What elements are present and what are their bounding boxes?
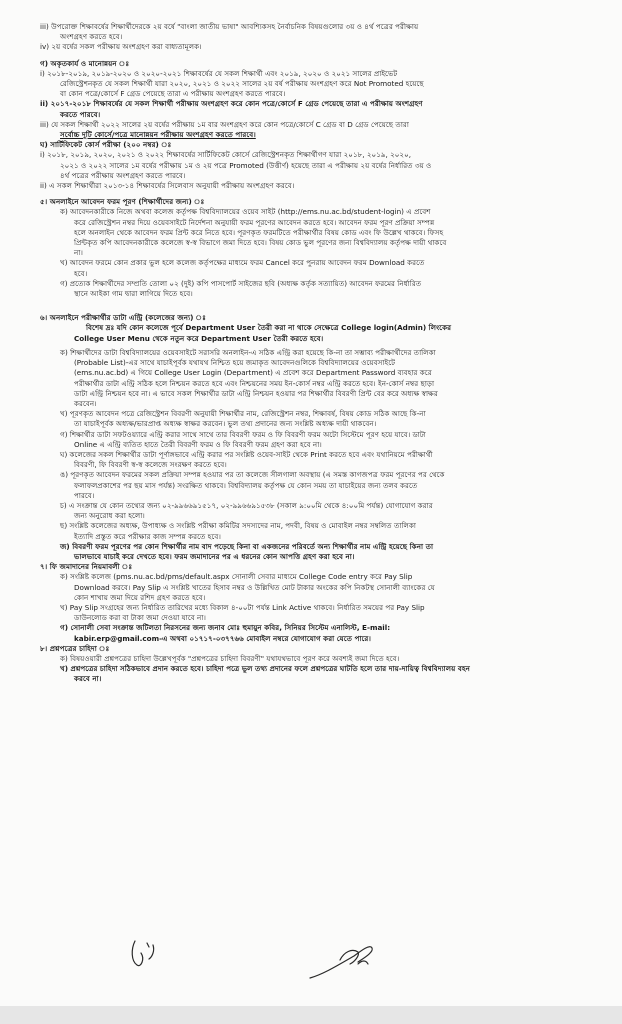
line-iii-bangla: iii) উপরোক্ত শিক্ষাবর্ষের শিক্ষার্থীদেরকে ২য় বর্ষে "বাংলা জাতীয় ভাষা" আবশ্যিকসহ নৈর্বাচনিক বিষয়গুলোর ৩য় ও ৪র্থ পত্রের পরীক্ষায় <box>40 22 419 31</box>
line-i: i) ২০১৮, ২০১৯, ২০২০, ২০২১ ও ২০২২ শিক্ষাবর্ষের সার্টিফিকেট কোর্সে রেজিস্ট্রেশনকৃত শিক্ষার্থীগণ যারা ২০১৮, ২০১৯, ২০২০, <box>40 150 412 160</box>
line-cont: (Probable List)-এর সাথে যাচাইপূর্বক যথাযথ নিশ্চিত হয়ে জমাকৃত আবেদনগুলিকে বিশ্ববিদ্যালয়ের ওয়েবসাইটে <box>74 358 396 368</box>
line-cont: পারবে। <box>74 490 95 500</box>
document-body <box>40 22 615 685</box>
line-iv: iv) ২য় বর্ষের সকল পরীক্ষায় অংশগ্রহণ করা বাধ্যতামূলক। <box>40 42 202 52</box>
line-cont: করবেন। <box>74 398 97 408</box>
line-iii: iii) যে সকল শিক্ষার্থী ২০২২ সালের ২য় বর্ষের পরীক্ষায় ১ম বার অংশগ্রহণ করে কোন পত্রে/কোর্সে C গ্রেড বা D গ্রেড পেয়েছে তারা <box>40 119 409 129</box>
line-gha: ঘ) কলেজের সকল শিক্ষার্থীর ডাটা পূর্ণাঙ্গভাবে এন্ট্রি করার পর সংশ্লিষ্ট ওয়েব-সাইট থেকে Print করতে হবে এবং যথানিয়মে পরীক্ষার্থী <box>60 449 433 459</box>
line-kha: খ) প্রশ্নপত্রের চাহিদা সঠিকভাবে প্রদান করতে হবে। চাহিদা পত্রে ভুল তথ্য প্রদানের ফলে প্রশ্নপত্রের ঘাটতি হলে তার দায়-দায়িত্ব বিশ্ববিদ্যালয় বহন <box>60 664 470 674</box>
line-cont: (ems.nu.ac.bd) এ গিয়ে College User Login (Department) এ প্রবেশ করে Department Password ব্যবহার করে <box>74 368 432 378</box>
line-cont: করতে পারবে। <box>60 109 101 119</box>
line-cont: ভালভাবে যাচাই করে দেখতে হবে। ফরম জমাদানের পর এ ধরনের কোন আপত্তি গ্রহণ করা হবে না। <box>74 551 355 561</box>
line-ga: গ) শিক্ষার্থীর ডাটা সফটওয়্যারে এন্ট্রি করার সাথে সাথে তার বিবরণী ফরম ও ফি বিবরণী ফরম অটো সিস্টেমে পূরণ হয়ে যাবে। ডাটা <box>60 429 426 439</box>
line-cont: ইত্যাদি প্রস্তুত করে পরীক্ষার কাজ সম্পন্ন করতে হবে। <box>74 531 221 541</box>
line-cont: ৪র্থ পত্রের পরীক্ষায় অংশগ্রহণ করতে পারবে। <box>60 170 186 180</box>
line-i: i) ২০১৮-২০১৯, ২০১৯-২০২০ ও ২০২০-২০২১ শিক্ষাবর্ষের যে সকল শিক্ষার্থী এবং ২০১৯, ২০২০ ও ২০২১ সালের প্রাইভেট <box>40 68 398 78</box>
line-cont: পরীক্ষার্থীর ডাটা এন্ট্রি সঠিক হলে নিশ্চয়ন করতে হবে এবং নিশ্চয়নের সময় ইন-কোর্স নম্বর এন্ট্রি করতে হবে। ইন-কোর্স নম্বর ছাড়া <box>74 378 435 388</box>
line-cont: বা কোন পত্রে/কোর্সে F গ্রেড পেয়েছে তারা এ পরীক্ষায় অংশগ্রহণ করতে পারবে। <box>60 89 286 99</box>
section-7-heading: ৭। ফি জমাদানের নিয়মাবলী ঃ <box>40 562 133 572</box>
line-ga: গ) সোনালী সেবা সংক্রান্ত জটিলতা নিরসনের জন্য জনাব মোঃ হুমায়ুন কবির, সিনিয়র সিস্টেম এনালিস্ট, E-mail: <box>60 623 391 633</box>
line-cha: চ) এ সংক্রান্ত যে কোন তথ্যের জন্য ০২-৯৯৬৬৯১৫১৭, ০২-৯৯৬৬৯১৫৩৮ (সকাল ৯:০০মি থেকে ৪:০০মি পর্যন্ত) যোগাযোগ করার <box>60 500 433 510</box>
section-5-heading: ৫। অনলাইনে আবেদন ফরম পূরণ (শিক্ষার্থীদের জন্য) ঃ <box>40 197 205 207</box>
section-g-heading: গ) অকৃতকার্য ও মানোন্নয়ন ঃ <box>40 58 130 68</box>
line-cont: হলে অনলাইন থেকে আবেদন ফরম প্রিন্ট করে নিতে হবে। পূরণকৃত ফরমটিতে পরীক্ষার্থীর বিষয় কোড এবং ফি উল্লেখ থাকবে। ফিসহ <box>74 227 444 237</box>
line-ii: ii) ২০১৭-২০১৮ শিক্ষাবর্ষের যে সকল শিক্ষার্থী পরীক্ষায় অংশগ্রহণ করে কোন পত্রে/কোর্সে F গ্রেড পেয়েছে তারা এ পরীক্ষায় অংশগ্রহণ <box>40 99 423 109</box>
line-kha: খ) Pay Slip সংগ্রহের জন্য নির্ধারিত তারিখের মধ্যে বিকাল ৪-০০টা পর্যন্ত Link Active থাকবে। নির্ধারিত সময়ের পর Pay Slip <box>60 602 425 612</box>
signature-left <box>125 935 165 975</box>
line-cont: ডাউনলোড করা বা টাকা জমা দেওয়া যাবে না। <box>74 613 207 623</box>
line-cont: বিবরণী, ফি বিবরণী স্ব-স্ব কলেজে সংরক্ষণ করতে হবে। <box>74 460 227 470</box>
line-ja: জ) বিবরণী ফরম পূরণের পর কোন শিক্ষার্থীর নাম বাদ পড়েছে কিনা বা একজনের পরিবর্তে অন্য শিক্ষার্থীর নাম এন্ট্রি হয়েছে কিনা তা <box>60 541 434 551</box>
section-gh-heading: ঘ) সার্টিফিকেট কোর্স পরীক্ষা (২০০ নম্বর) ঃ <box>40 140 172 150</box>
line-cont: ২০২১ ও ২০২২ সালের ১ম বর্ষের পরীক্ষায় ১ম ও ২য় পত্রে Promoted (উত্তীর্ণ) হয়েছে তারা এ পরীক্ষায় ২য় বর্ষের নির্ধারিত ৩য় ও <box>60 160 432 170</box>
line-cont: Online এ এন্ট্রি ব্যতিত হাতে তৈরী বিবরণী ফরম ও ফি বিবরণী ফরম গ্রহণ করা হবে না। <box>74 439 322 449</box>
line-ka: ক) আবেদনকারীকে নিজে অথবা কলেজ কর্তৃপক্ষ বিশ্ববিদ্যালয়ের ওয়েব সাইট (http://ems.nu.ac.bd/student-login) এ প্রবেশ <box>60 207 431 217</box>
special-note-cont: College User Menu থেকে নতুন করে Department User তৈরী করতে হবে। <box>74 333 324 343</box>
line-ka: ক) সংশ্লিষ্ট কলেজ (pms.nu.ac.bd/pms/default.aspx সোনালী সেবার মাধ্যমে College Code entry করে Pay Slip <box>60 572 413 582</box>
line-cont: হবে। <box>74 268 88 278</box>
line-kha: খ) পূরণকৃত আবেদন পত্রে রেজিস্ট্রেশন বিবরণী অনুযায়ী শিক্ষার্থীর নাম, রেজিস্ট্রেশন নম্বর, শিক্ষাবর্ষ, বিষয় কোড সঠিক আছে কি-না <box>60 409 426 419</box>
line-cont: জন্য অনুরোধ করা হলো। <box>74 511 145 521</box>
signature-right <box>300 938 390 988</box>
line-cont: স্থানে আইকা গাম দ্বারা লাগিয়ে দিতে হবে। <box>74 289 193 299</box>
special-note: বিশেষ দ্রঃ যদি কোন কলেজে পূর্বে Department User তৈরী করা না থাকে সেক্ষেত্রে College login(Admin) লিংকের <box>86 323 452 333</box>
line-cont: করে রেজিস্ট্রেশন নম্বর দিয়ে ওয়েবসাইটে নির্দেশনা অনুযায়ী ফরম পূরণের আবেদন করতে হবে। আবেদন ফরম পূরণ প্রক্রিয়া সম্পন্ন <box>74 217 435 227</box>
line-cont: অংশগ্রহণ করতে হবে। <box>60 32 123 42</box>
section-6-heading: ৬। অনলাইনে পরীক্ষার্থীর ডাটা এন্ট্রি (কলেজের জন্য) ঃ <box>40 313 206 323</box>
line-cont: ফলাফলপ্রকাশের পর ছয় মাস পর্যন্ত) সংরক্ষিত থাকবে। বিশ্ববিদ্যালয় কর্তৃপক্ষ যে কোন সময় তা যাচাইয়ের জন্য তলব করতে <box>74 480 418 490</box>
line-kha: খ) আবেদন ফরমে কোন প্রকার ভুল হলে কলেজ কর্তৃপক্ষের মাধ্যমে ফরম Cancel করে পুনরায় আবেদন ফরম Download করতে <box>60 258 425 268</box>
line-cont: kabir.erp@gmail.com-এ অথবা ০১৭১৭-০৩৭৭৬৬ মোবাইল নম্বরে যোগাযোগ করা যেতে পারে। <box>74 633 371 643</box>
line-cont: কোন শাখায় জমা দিয়ে রশিদ গ্রহণ করতে হবে। <box>74 592 206 602</box>
line-cont: তা যাচাইপূর্বক অধ্যক্ষ/ভারপ্রাপ্ত অধ্যক্ষ স্বাক্ষর করবেন। ভুল তথ্য প্রদানের জন্য সংশ্লিষ্ট অধ্যক্ষ দায়ী থাকবেন। <box>74 419 377 429</box>
line-chha: ছ) সংশ্লিষ্ট কলেজের অধ্যক্ষ, উপাধ্যক্ষ ও সংশ্লিষ্ট পরীক্ষা কমিটির সদস্যদের নাম, পদবী, বিষয় ও মোবাইল নম্বর সম্বলিত তালিকা <box>60 521 416 531</box>
line-cont: সর্বোচ্চ দুটি কোর্সে/পত্রে মানোন্নয়ন পরীক্ষায় অংশগ্রহণ করতে পারবে। <box>60 130 256 140</box>
line-cont: Download করবে। Pay Slip এ সংশ্লিষ্ট খাতের হিসাব নম্বর ও উল্লিখিত মোট টাকার অংকের কপি নিকটস্থ সোনালী ব্যাংকের যে <box>74 582 435 592</box>
line-uma: ঙ) পূরণকৃত আবেদন ফরমের সকল প্রক্রিয়া সম্পন্ন হওয়ার পর তা কলেজে সীলগালা অবস্থায় (এ সমস্ত কাগজপত্র ফরম পূরণের পর থেকে <box>60 470 445 480</box>
section-8-heading: ৮। প্রশ্নপত্রের চাহিদা ঃ <box>40 643 110 653</box>
line-ii: ii) এ সকল শিক্ষার্থীরা ২০১৩-১৪ শিক্ষাবর্ষের সিলেবাস অনুযায়ী পরীক্ষায় অংশগ্রহণ করবে। <box>40 181 295 191</box>
line-ga: গ) প্রত্যেক শিক্ষার্থীদের সম্প্রতি তোলা ০২ (দুই) কপি পাসপোর্ট সাইজের ছবি (অধ্যক্ষ কর্তৃক সত্যায়িত) আবেদন ফরমের নির্ধারিত <box>60 278 422 288</box>
line-cont: করবে না। <box>74 674 102 684</box>
line-cont: ডাটা এন্ট্রি নিশ্চয়ন হবে না। এ ভাবে সকল শিক্ষার্থীর ডাটা এন্ট্রি নিশ্চয়ন হওয়ার পর শিক্ষার্থীর বিবরণী প্রিন্ট বের করে অধ্যক্ষ স্বাক্ষর <box>74 388 438 398</box>
line-cont: প্রিন্টকৃত কপি আবেদনকারীকে কলেজে স্ব-স্ব বিভাগে জমা দিতে হবে। বিষয় কোড ভুল পূরণের জন্য বিশ্ববিদ্যালয় কর্তৃপক্ষ দায়ী থাকবে <box>74 238 447 248</box>
line-cont: রেজিস্ট্রেশনকৃত যে সকল শিক্ষার্থী যারা ২০২০, ২০২১ ও ২০২২ সালের ২য় বর্ষ পরীক্ষায় অংশগ্রহণ করে Not Promoted হয়েছে <box>60 79 424 89</box>
line-cont: না। <box>74 248 83 258</box>
line-ka: ক) শিক্ষার্থীদের ডাটা বিশ্ববিদ্যালয়ের ওয়েবসাইটে সরাসরি অনলাইন-এ সঠিক এন্ট্রি করা হয়েছে কি-না তা সম্ভাব্য পরীক্ষার্থীদের তালিকা <box>60 347 436 357</box>
line-ka: ক) বিষয়ওয়ারী প্রশ্নপত্রের চাহিদা উল্লেখপূর্বক "প্রশ্নপত্রের চাহিদা বিবরণী" যথাযথভাবে পূরণ করে অবশ্যই জমা দিতে হবে। <box>60 653 400 663</box>
page-bottom-edge <box>0 1006 622 1024</box>
